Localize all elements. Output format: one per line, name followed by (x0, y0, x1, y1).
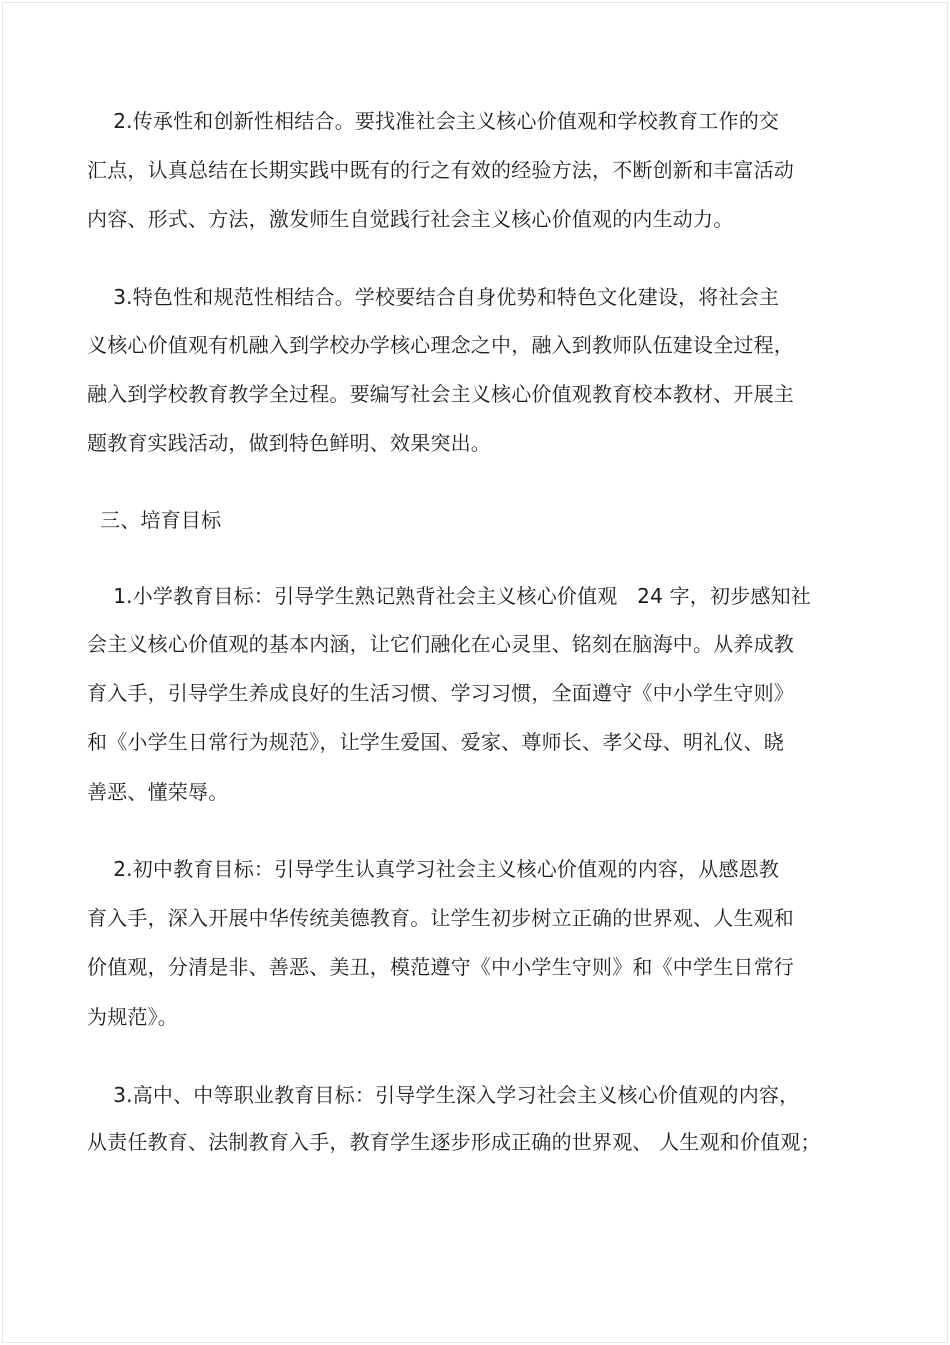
paragraph-1-line-1: 2.传承性和创新性相结合。要找准社会主义核心价值观和学校教育工作的交 (87, 109, 780, 133)
section-heading: 三、培育目标 (87, 508, 222, 532)
paragraph-3-line-5: 善恶、懂荣辱。 (87, 780, 229, 804)
paragraph-2-line-2: 义核心价值观有机融入到学校办学核心理念之中，融入到教师队伍建设全过程， (87, 333, 794, 357)
paragraph-1-line-3: 内容、形式、方法，激发师生自觉践行社会主义核心价值观的内生动力。 (87, 207, 734, 231)
document-page (2, 2, 948, 1343)
paragraph-5-line-1: 3.高中、中等职业教育目标：引导学生深入学习社会主义核心价值观的内容， (87, 1083, 800, 1107)
paragraph-4-line-1: 2.初中教育目标：引导学生认真学习社会主义核心价值观的内容，从感恩教 (87, 857, 780, 881)
paragraph-3-line-3: 育入手，引导学生养成良好的生活习惯、学习习惯，全面遵守《中小学生守则》 (87, 681, 794, 705)
paragraph-3-line-2: 会主义核心价值观的基本内涵，让它们融化在心灵里、铭刻在脑海中。从养成教 (87, 632, 794, 656)
paragraph-3-line-1: 1.小学教育目标：引导学生熟记熟背社会主义核心价值观 24 字，初步感知社 (87, 584, 811, 608)
paragraph-2-line-4: 题教育实践活动，做到特色鲜明、效果突出。 (87, 431, 491, 455)
paragraph-3-line-4: 和《小学生日常行为规范》，让学生爱国、爱家、尊师长、孝父母、明礼仪、晓 (87, 730, 784, 754)
paragraph-4-line-2: 育入手，深入开展中华传统美德教育。让学生初步树立正确的世界观、人生观和 (87, 906, 794, 930)
paragraph-2-line-1: 3.特色性和规范性相结合。学校要结合自身优势和特色文化建设，将社会主 (87, 285, 780, 309)
paragraph-4-line-3: 价值观，分清是非、善恶、美丑，模范遵守《中小学生守则》和《中学生日常行 (87, 955, 794, 979)
paragraph-1-line-2: 汇点，认真总结在长期实践中既有的行之有效的经验方法，不断创新和丰富活动 (87, 158, 794, 182)
paragraph-2-line-3: 融入到学校教育教学全过程。要编写社会主义核心价值观教育校本教材、开展主 (87, 382, 794, 406)
paragraph-4-line-4: 为规范》。 (87, 1005, 178, 1029)
paragraph-5-line-2: 从责任教育、法制教育入手，教育学生逐步形成正确的世界观、 人生观和价值观； (87, 1130, 821, 1154)
